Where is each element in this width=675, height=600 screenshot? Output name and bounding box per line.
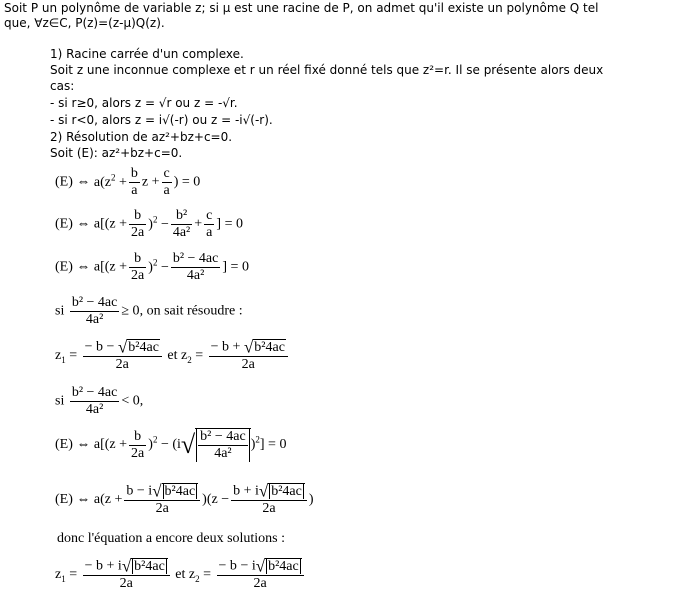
- math-line-1: (E) ⇔ $a(z^2$ + $\frac{b}{a}$ z + $\frac{c}{a}$ ) = 0: [55, 166, 201, 198]
- conclusion-text: donc l'équation a encore deux solutions :: [57, 531, 286, 546]
- complex-solutions: $z_1$ = $\frac{\text{− b + i√ b²4ac}}{2a}$ et $z_2$ = $\frac{\text{− b − i√ b²4ac}}{2a}$: [55, 558, 306, 592]
- condition-nonnegative: si $\frac{\text{b² − 4ac}}{\text{4a²}}$ ≥ 0, on sait résoudre :: [55, 295, 243, 327]
- real-solutions: $z_1$ = $\frac{\text{− b − √b²4ac}}{2a}$ et $z_2$ = $\frac{\text{− b + √b²4ac}}{2a}$: [55, 339, 290, 373]
- intro-line-2: que, ∀z∈C, P(z)=(z-μ)Q(z).: [4, 16, 165, 30]
- equivalence-symbol: ⇔: [76, 174, 91, 190]
- section-1-heading: 1) Racine carrée d'un complexe.: [50, 47, 244, 61]
- case-negative: - si r<0, alors z = i√(-r) ou z = -i√(-r).: [50, 113, 273, 127]
- math-line-2: (E) ⇔ a[(z + $\frac{b}{2a}$ )$^2$ − $\frac{\text{b²}}{\text{4a²}}$ + $\frac{c}{a}$ ] = 0: [55, 208, 243, 240]
- math-line-3: (E) ⇔ a[(z + $\frac{b}{2a}$ )$^2$ − $\frac{\text{b² − 4ac}}{\text{4a²}}$ ] = 0: [55, 251, 249, 283]
- math-line-factored: (E) ⇔ a(z + $\frac{\text{b − i√ b²4ac}}{2a}$ )(z − $\frac{\text{b + i√ b²4ac}}{2a}$ ): [55, 481, 314, 516]
- intro-line-1: Soit P un polynôme de variable z; si μ est une racine de P, on admet qu'il existe un polynôme Q tel: [4, 1, 599, 15]
- math-line-complex: (E) ⇔ a[(z + $\frac{b}{2a}$ )$^2$ − (i√ $\frac{\text{b² − 4ac}}{\text{4a²}}$ )$^2$] = 0: [55, 428, 287, 461]
- case-positive: - si r≥0, alors z = √r ou z = -√r.: [50, 96, 238, 110]
- condition-negative: si $\frac{\text{b² − 4ac}}{\text{4a²}}$ < 0,: [55, 385, 144, 417]
- equation-definition: Soit (E): az²+bz+c=0.: [50, 146, 183, 160]
- section-1-line-2: cas:: [50, 79, 75, 93]
- section-2-heading: 2) Résolution de az²+bz+c=0.: [50, 130, 233, 144]
- section-1-line-1: Soit z une inconnue complexe et r un réel fixé donné tels que z²=r. Il se présente alors deux: [50, 63, 604, 77]
